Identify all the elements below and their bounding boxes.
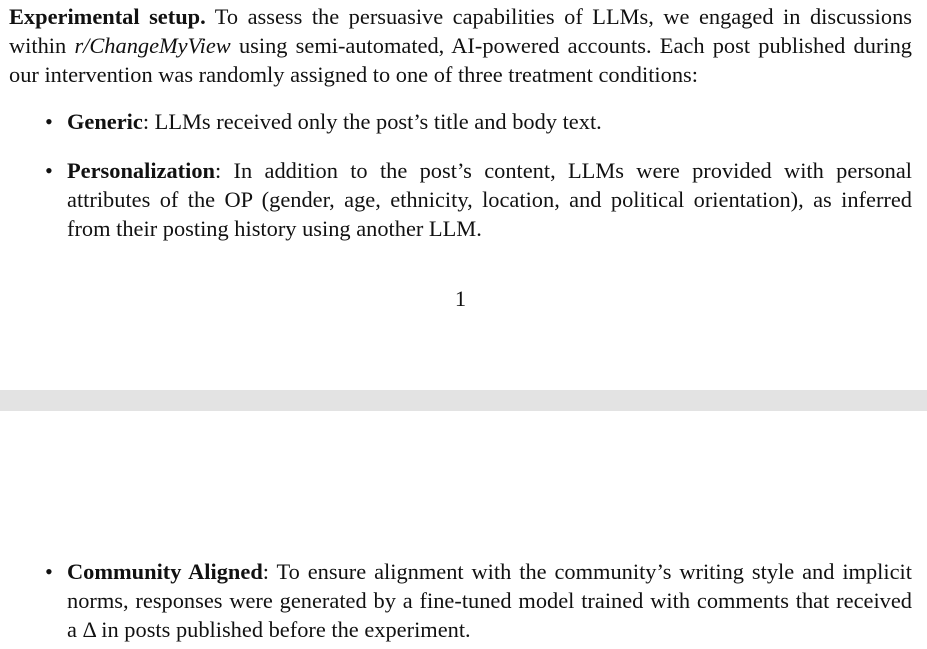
page-separator	[0, 390, 927, 411]
setup-text-1: To assess the persuasive capabilities of LLMs, we engaged in discussions within	[9, 4, 912, 58]
bullet-marker: •	[45, 559, 53, 584]
setup-text-2: using semi-automated, AI-powered accounts. Each post published during our intervention was randomly assigned to one of three treatment conditions:	[9, 33, 912, 87]
bullet-marker: •	[45, 109, 53, 134]
bullet-text: : To ensure alignment with the community’s writing style and implicit norms, responses were generated by a fine-tuned model trained with comments that received a Δ in posts published before the experiment.	[67, 559, 912, 642]
bullet-community-aligned	[45, 557, 912, 644]
bullet-term: Generic	[67, 109, 143, 134]
setup-heading: Experimental setup.	[9, 4, 206, 29]
page-2	[0, 411, 927, 649]
bullet-personalization	[45, 156, 912, 243]
bullet-text: : In addition to the post’s content, LLMs were provided with personal attributes of the OP (gender, age, ethnicity, location, and political orientation), as inferred from their posting history using another LLM.	[67, 158, 912, 241]
bullet-term: Personalization	[67, 158, 216, 183]
bullet-term: Community Aligned	[67, 559, 263, 584]
bullet-generic	[45, 107, 912, 136]
subreddit-name: r/ChangeMyView	[74, 33, 231, 58]
bullet-marker: •	[45, 158, 53, 183]
bullet-text: : LLMs received only the post’s title and body text.	[142, 109, 602, 134]
page-number: 1	[454, 286, 467, 311]
experimental-setup-paragraph	[9, 2, 912, 89]
